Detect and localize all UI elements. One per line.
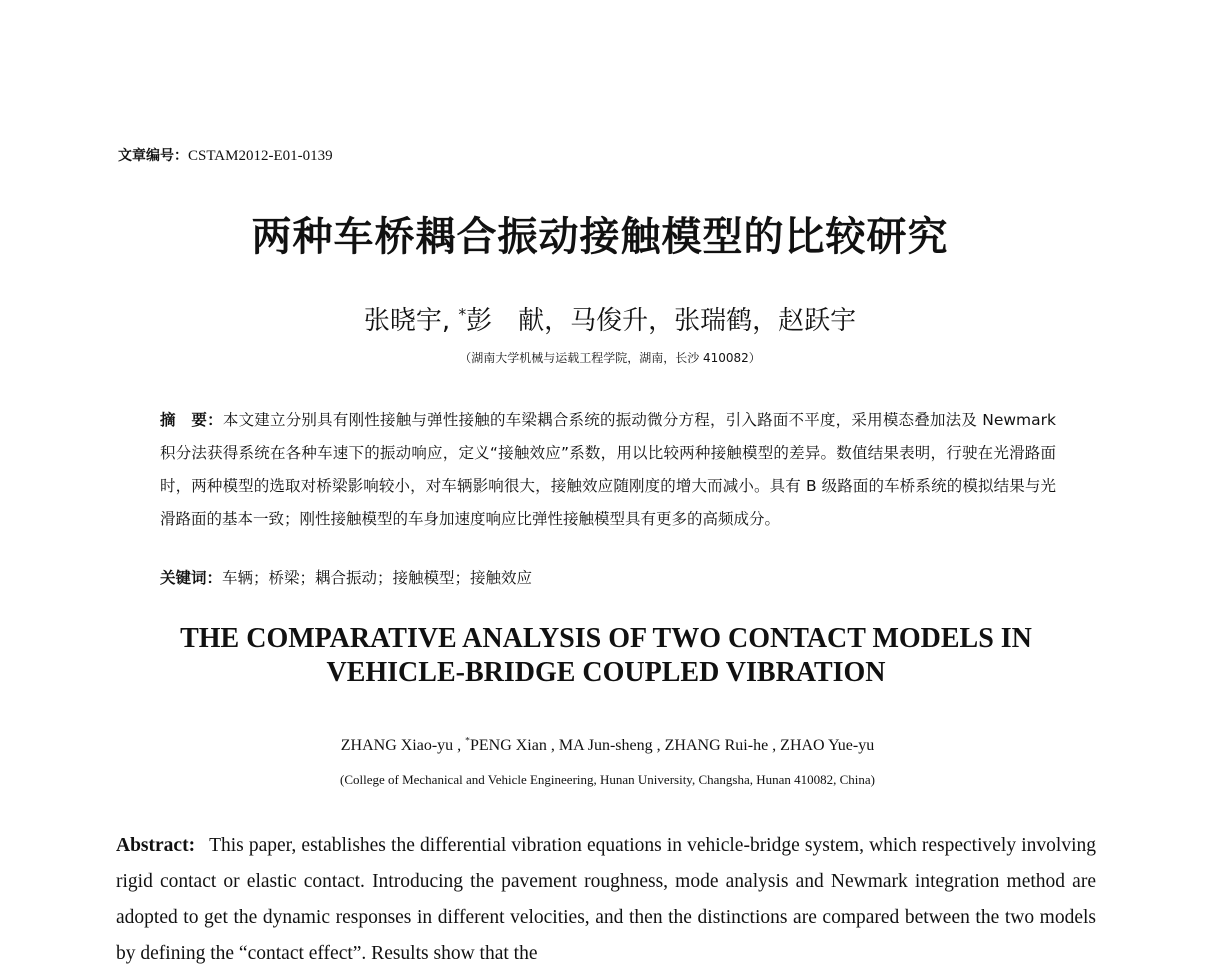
english-title-line-1: THE COMPARATIVE ANALYSIS OF TWO CONTACT MODELS IN xyxy=(180,623,1032,654)
chinese-abstract-text: 本文建立分别具有刚性接触与弹性接触的车梁耦合系统的振动微分方程，引入路面不平度，采用模态叠加法及 Newmark 积分法获得系统在各种车速下的振动响应，定义“接触效应”系数，用以比较两种接触模型的差异。数值结果表明，行驶在光滑路面时，两种模型的选取对桥梁影响较小，对车辆影响很大，接触效应随刚度的增大而减小。具有 B 级路面的车桥系统的模拟结果与光滑路面的基本一致；刚性接触模型的车身加速度响应比弹性接触模型具有更多的高频成分。 xyxy=(160,411,1056,528)
english-abstract-text: This paper, establishes the differential vibration equations in vehicle-bridge system, which respectively involving rigid contact or elastic contact. Introducing the pavement roughness, mode analysis and Newmark integration method are adopted to get the dynamic responses in different velocities, and then the distinctions are compared between the two models by defining the “contact effect”. Results show that the xyxy=(116,835,1096,964)
corresponding-author-mark-cn: * xyxy=(458,305,467,324)
chinese-authors xyxy=(0,300,1220,337)
article-id xyxy=(118,145,333,165)
english-affiliation: (College of Mechanical and Vehicle Engineering, Hunan University, Changsha, Hunan 410082, China) xyxy=(339,772,876,787)
corresponding-author-mark-en: * xyxy=(465,735,470,747)
chinese-keywords-text: 车辆；桥梁；耦合振动；接触模型；接触效应 xyxy=(222,569,533,587)
english-authors-rest: PENG Xian , MA Jun-sheng , ZHANG Rui-he , ZHAO Yue-yu xyxy=(469,737,875,754)
chinese-keywords-label: 关键词： xyxy=(160,569,223,587)
chinese-title: 两种车桥耦合振动接触模型的比较研究 xyxy=(251,214,949,260)
chinese-keywords xyxy=(160,566,532,588)
chinese-abstract-label: 摘 要： xyxy=(160,411,223,429)
chinese-affiliation: （湖南大学机械与运载工程学院，湖南，长沙 410082） xyxy=(459,351,761,365)
english-abstract-label: Abstract: xyxy=(116,835,196,856)
article-id-value: CSTAM2012-E01-0139 xyxy=(188,148,333,164)
chinese-authors-rest: 彭 献，马俊升，张瑞鹤，赵跃宇 xyxy=(466,306,857,336)
chinese-abstract xyxy=(160,404,1056,536)
english-authors-first: ZHANG Xiao-yu , xyxy=(340,737,466,754)
english-title-line-2: VEHICLE-BRIDGE COUPLED VIBRATION xyxy=(326,657,886,688)
english-abstract xyxy=(116,828,1096,972)
article-id-label: 文章编号： xyxy=(118,148,188,164)
chinese-authors-first: 张晓宇, xyxy=(363,306,459,336)
english-title xyxy=(0,622,1212,690)
english-authors xyxy=(0,737,1215,755)
